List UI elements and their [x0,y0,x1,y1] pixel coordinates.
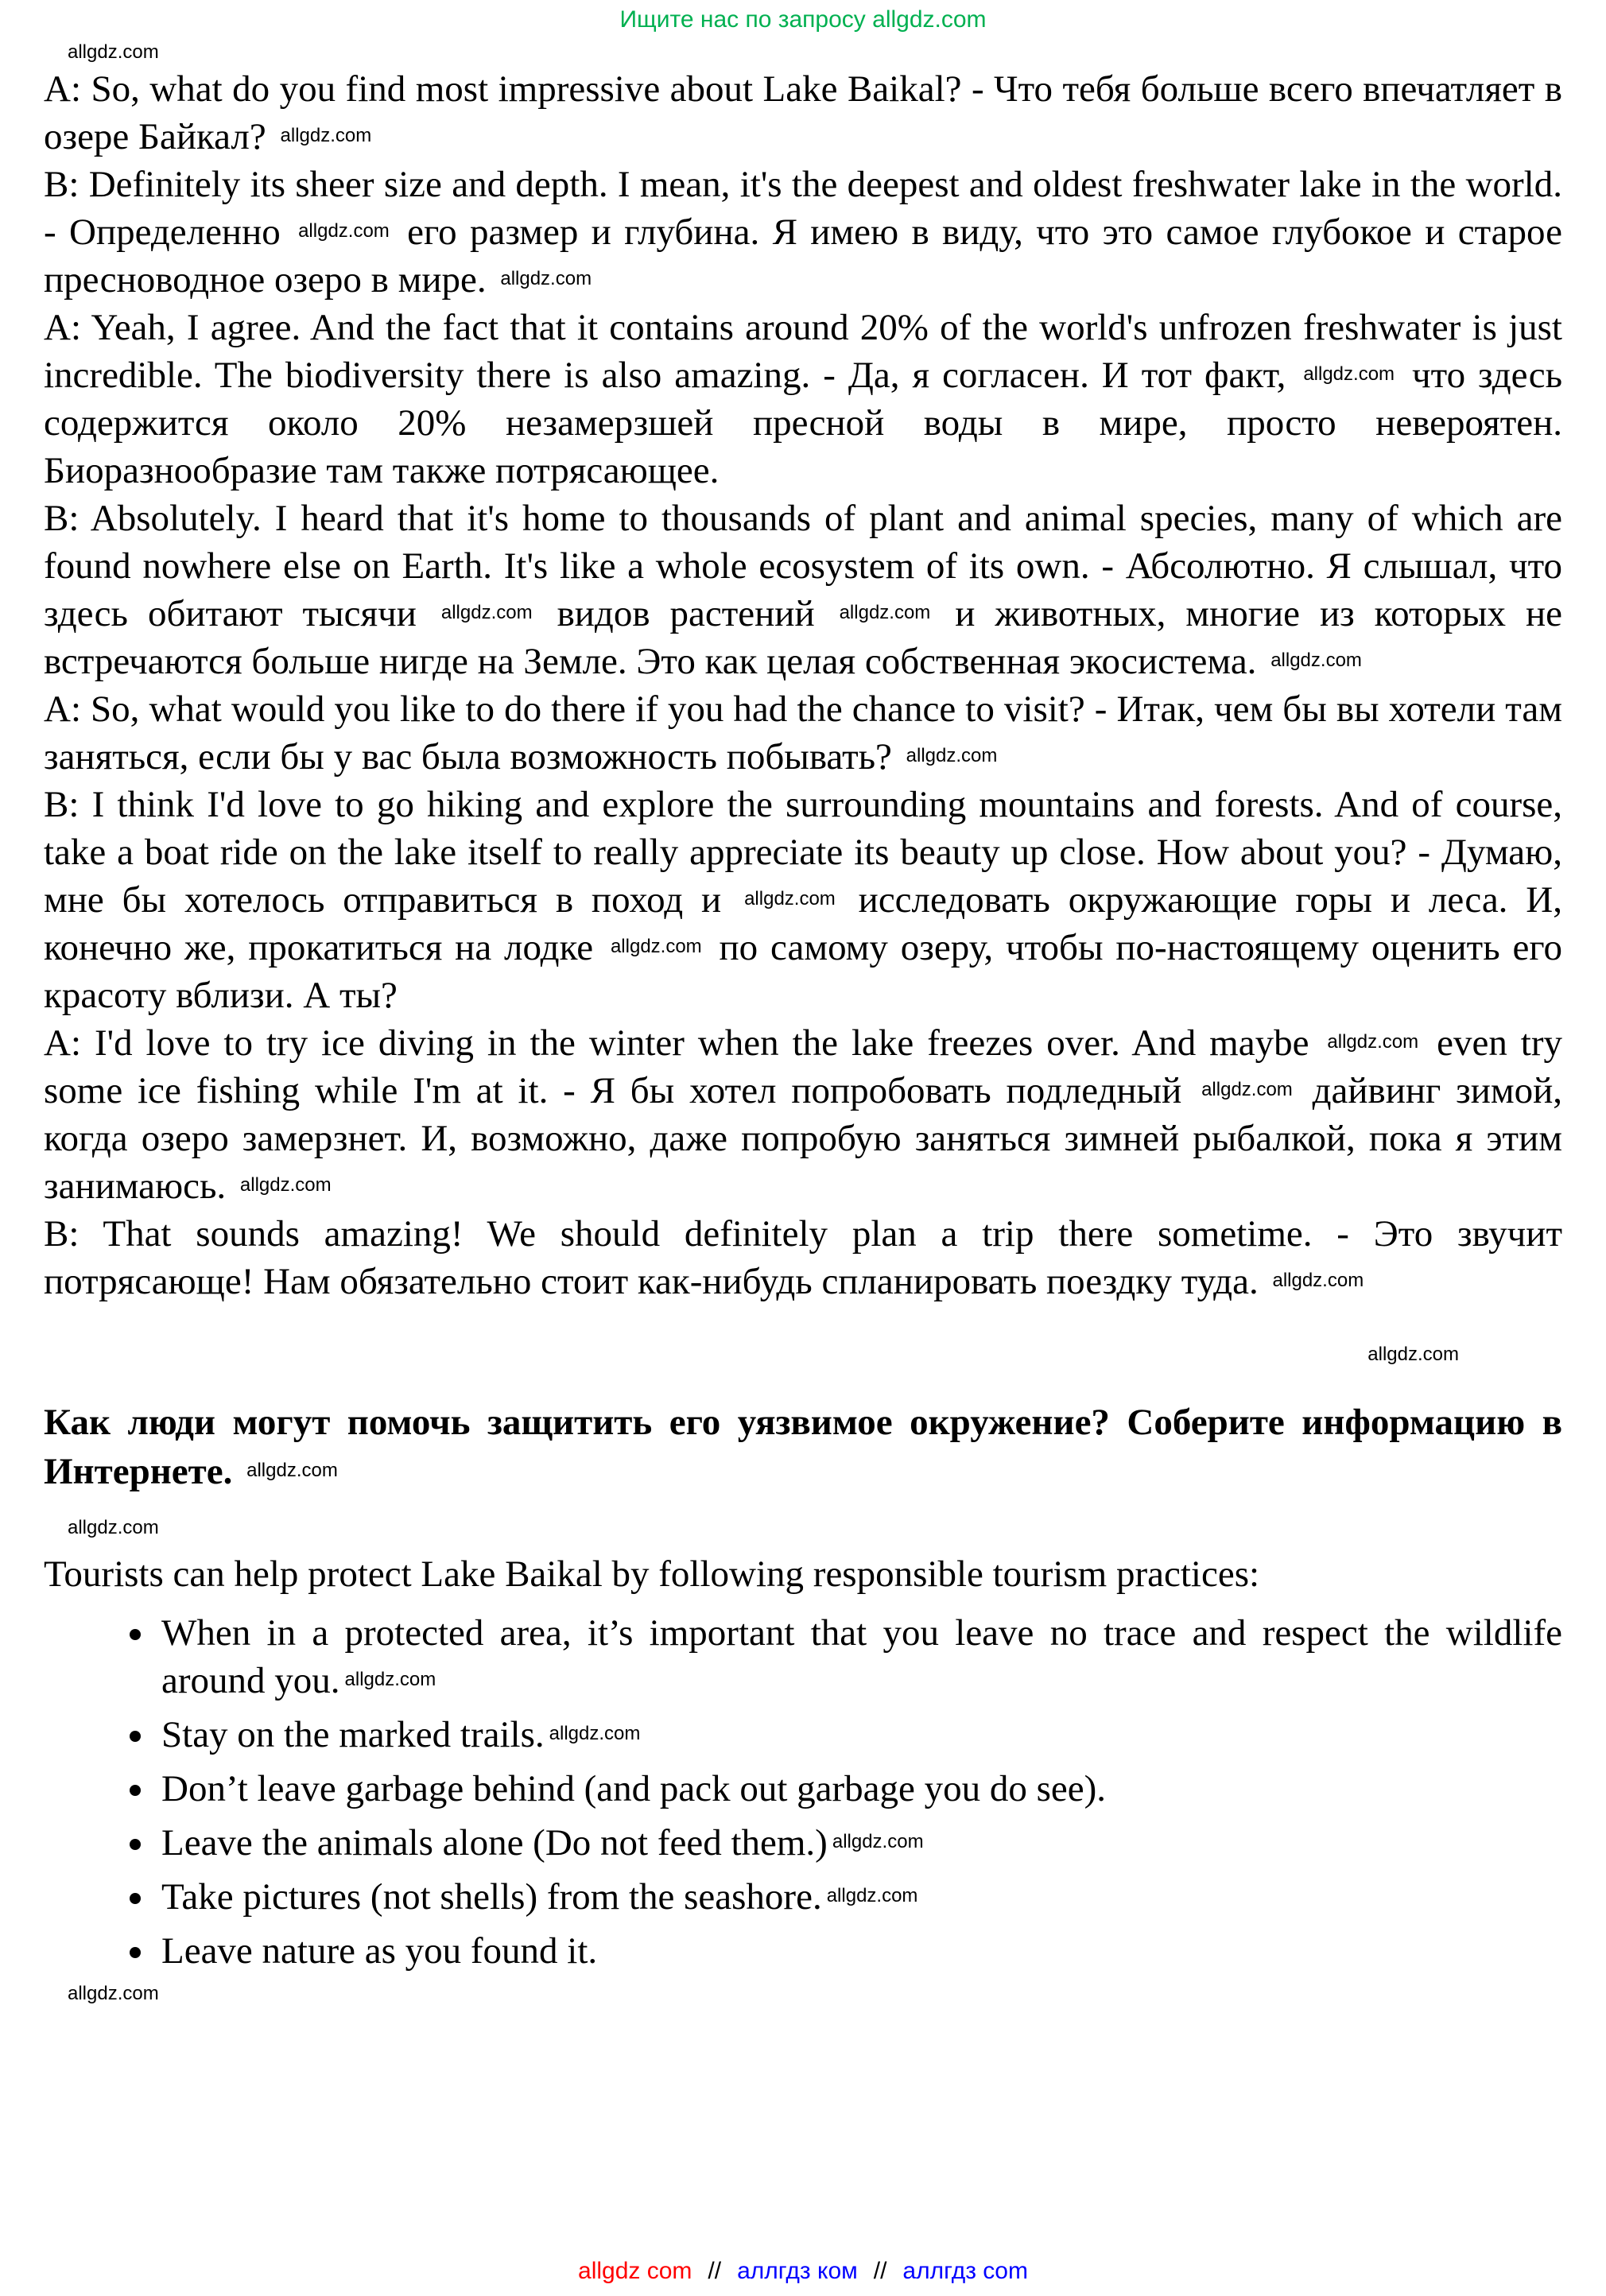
dialogue-text: A: I'd love to try ice diving in the winter when the lake freezes over. And maybe [44,1022,1323,1064]
watermark: allgdz.com [246,1460,338,1481]
dialogue-text: и животных, многие из которых не встречаются больше нигде на Земле. Это как целая собственная экосистема. [44,593,1562,682]
dialogue-paragraph [44,65,1562,161]
watermark: allgdz.com [1303,363,1395,385]
dialogue-text: исследовать окружающие горы и леса. И, конечно же, прокатиться на лодке [44,879,1562,968]
watermark: allgdz.com [68,1983,159,2004]
dialogue-text: что здесь содержится около 20% незамерзшей пресной воды в мире, просто невероятен. Биоразнообразие там также потрясающее. [44,355,1563,491]
watermark: allgdz.com [549,1723,641,1744]
dialogue [44,65,1562,1305]
watermark: allgdz.com [440,602,533,623]
dialogue-paragraph [44,1019,1562,1210]
tip-item [157,1609,1562,1705]
watermark: allgdz.com [68,1517,159,1538]
tip-text: Leave the animals alone (Do not feed them.) [161,1822,828,1864]
watermark: allgdz.com [832,1831,924,1852]
dialogue-text: его размер и глубина. Я имею в виду, что это самое глубокое и старое пресноводное озеро в мире. [44,211,1562,301]
tip-text: Leave nature as you found it. [161,1930,598,1972]
tip-item [157,1711,1562,1759]
dialogue-text: B: I think I'd love to go hiking and explore the surrounding mountains and forests. And of course, take a boat ride on the lake itself to really appreciate its beauty up close. How about you? - Думаю, мне бы хотелось отправиться в поход и [44,784,1562,921]
watermark: allgdz.com [1272,1270,1364,1291]
dialogue-text: B: Definitely its sheer size and depth. I mean, it's the deepest and oldest freshwater lake in the world. - Определенно [44,164,1562,253]
footer-separator: // [873,2258,887,2284]
footer-link[interactable]: аллгдз ком [737,2258,858,2284]
watermark: allgdz.com [344,1669,436,1690]
dialogue-paragraph [44,304,1562,494]
dialogue-paragraph [44,494,1562,685]
watermark: allgdz.com [826,1885,918,1906]
watermark: allgdz.com [744,888,836,909]
watermark: allgdz.com [1327,1031,1419,1053]
footer-links [0,2258,1606,2285]
tip-text: Don’t leave garbage behind (and pack out garbage you do see). [161,1768,1107,1809]
section-heading [44,1398,1562,1496]
watermark: allgdz.com [1201,1079,1293,1100]
promo-banner: Ищите нас по запросу allgdz.com [619,6,987,33]
tip-item [157,1819,1562,1867]
tip-item [157,1927,1562,1975]
tips-list [44,1609,1562,1975]
dialogue-text: B: Absolutely. I heard that it's home to thousands of plant and animal species, many of which are found nowhere else on Earth. It's like a whole ecosystem of its own. - Абсолютно. Я слышал, что здесь обитают тысячи [44,498,1562,634]
dialogue-text: B: That sounds amazing! We should definitely plan a trip there sometime. - Это звучит потрясающе! Нам обязательно стоит как-нибудь спланировать поездку туда. [44,1213,1562,1302]
watermark: allgdz.com [280,125,372,146]
watermark: allgdz.com [906,745,998,766]
page-header [44,6,1562,65]
dialogue-paragraph [44,781,1562,1019]
watermark: allgdz.com [1367,1344,1459,1365]
intro-paragraph: Tourists can help protect Lake Baikal by following responsible tourism practices: [44,1553,1260,1595]
dialogue-text: A: So, what would you like to do there if you had the chance to visit? - Итак, чем бы вы хотели там заняться, если бы у вас была возможность побывать? [44,688,1562,778]
watermark: allgdz.com [500,268,592,289]
tip-item [157,1873,1562,1921]
dialogue-paragraph [44,161,1562,304]
tip-text: When in a protected area, it’s important that you leave no trace and respect the wildlife around you. [161,1612,1562,1701]
dialogue-text: A: Yeah, I agree. And the fact that it contains around 20% of the world's unfrozen freshwater is just incredible. The biodiversity there is also amazing. - Да, я согласен. И тот факт, [44,307,1562,396]
tip-item [157,1765,1562,1813]
dialogue-text: even try some ice fishing while I'm at it. - Я бы хотел попробовать подледный [44,1022,1562,1111]
watermark: allgdz.com [239,1174,332,1196]
watermark: allgdz.com [68,41,159,63]
dialogue-paragraph [44,1210,1562,1305]
watermark: allgdz.com [610,936,702,957]
watermark: allgdz.com [298,220,390,242]
section-heading-text: Как люди могут помочь защитить его уязвимое окружение? Соберите информацию в Интернете. [44,1402,1562,1492]
dialogue-text: по самому озеру, чтобы по-настоящему оценить его красоту вблизи. А ты? [44,927,1562,1016]
footer-separator: // [708,2258,722,2284]
dialogue-paragraph [44,685,1562,781]
dialogue-text: дайвинг зимой, когда озеро замерзнет. И, возможно, даже попробую заняться зимней рыбалкой, пока я этим занимаюсь. [44,1070,1562,1207]
watermark: allgdz.com [1270,650,1362,671]
tip-text: Stay on the marked trails. [161,1714,545,1755]
tip-text: Take pictures (not shells) from the seashore. [161,1876,822,1918]
watermark: allgdz.com [839,602,931,623]
dialogue-text: A: So, what do you find most impressive about Lake Baikal? - Что тебя больше всего впечатляет в озере Байкал? [44,68,1562,157]
footer-link[interactable]: allgdz com [578,2258,692,2284]
footer-link[interactable]: аллгдз com [902,2258,1028,2284]
dialogue-text: видов растений [537,593,835,634]
